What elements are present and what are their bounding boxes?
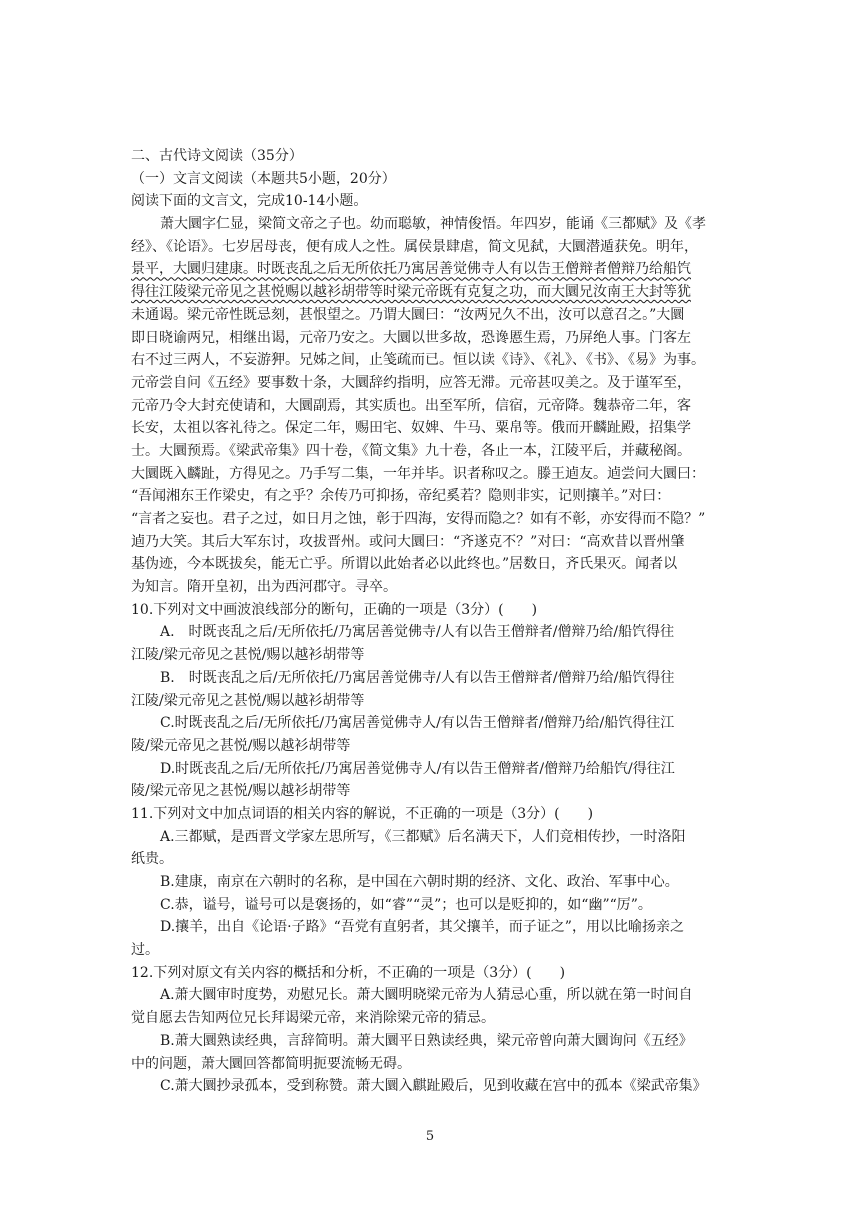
- passage-line: 右不过三两人，不妄游狎。兄姊之间，止笺疏而已。恒以读《诗》、《礼》、《书》、《易》为事。: [131, 352, 705, 369]
- passage-line: 士。大圜预焉。《梁武帝集》四十卷，《简文集》九十卷，各止一本，江陵平后，并藏秘阁。: [131, 442, 691, 459]
- option-a: A.三都赋，是西晋文学家左思所写，《三都赋》后名满天下，人们竞相传抄，一时洛阳: [160, 828, 686, 845]
- option-a-cont: 江陵/梁元帝见之甚悦/赐以越衫胡带等: [131, 647, 365, 664]
- option-b-cont: 中的问题，萧大圜回答都简明扼要流畅无碍。: [131, 1055, 411, 1072]
- passage-line-wavy: 得往江陵梁元帝见之甚悦赐以越衫胡带等时梁元帝既有克复之功，而大圜兄汝南王大封等犹: [131, 284, 691, 301]
- option-a-cont: 觉自愿去告知两位兄长拜谒梁元帝，来消除梁元帝的猜忌。: [131, 1010, 495, 1027]
- passage-line: 逌乃大笑。其后大军东讨，攻拔晋州。或问大圜曰：“齐遂克不？”对曰：“高欢昔以晋州肇: [131, 533, 685, 550]
- passage-line: 即日晓谕两兄，相继出谒，元帝乃安之。大圜以世多故，恐谗慝生焉，乃屏绝人事。门客左: [131, 329, 691, 346]
- document-body: [131, 145, 733, 1098]
- question-12: 12.下列对原文有关内容的概括和分析，不正确的一项是（3分）( ): [131, 964, 566, 981]
- passage-line: 元帝尝自问《五经》要事数十条，大圜辞约指明，应答无滞。元帝甚叹美之。及于谨军至，: [131, 374, 691, 391]
- option-c: C.时既丧乱之后/无所依托/乃寓居善觉佛寺人/有以告王僧辩者/僧辩乃给/船饩得往江: [160, 715, 675, 732]
- passage-line-wavy: 景平，大圜归建康。时既丧乱之后无所依托乃寓居善觉佛寺人有以告王僧辩者僧辩乃给船饩: [131, 261, 691, 278]
- option-b: B.建康，南京在六朝时的名称，是中国在六朝时期的经济、文化、政治、军事中心。: [160, 874, 679, 890]
- subsection-heading: （一）文言文阅读（本题共5小题，20分）: [131, 170, 396, 187]
- passage-line: 基伪迹，今本既拔矣，能无亡乎。所谓以此始者必以此终也。”居数日，齐氏果灭。闻者以: [131, 556, 678, 573]
- option-a-cont: 纸贵。: [131, 851, 173, 868]
- passage-line: 为知言。隋开皇初，出为西河郡守。寻卒。: [131, 579, 397, 596]
- option-a: A.萧大圜审时度势，劝慰兄长。萧大圜明晓梁元帝为人猜忌心重，所以就在第一时间自: [160, 987, 693, 1004]
- instruction-text: 阅读下面的文言文，完成10-14小题。: [131, 193, 368, 210]
- passage-line: 长安，太祖以客礼待之。保定二年，赐田宅、奴婢、牛马、粟帛等。俄而开麟趾殿，招集学: [131, 420, 691, 437]
- option-d-cont: 陵/梁元帝见之甚悦/赐以越衫胡带等: [131, 783, 351, 800]
- option-b: B.萧大圜熟读经典，言辞简明。萧大圜平日熟读经典，梁元帝曾向萧大圜询问《五经》: [160, 1032, 693, 1049]
- option-d: D.时既丧乱之后/无所依托/乃寓居善觉佛寺人/有以告王僧辩者/僧辩乃给船饩/得往江: [160, 760, 675, 777]
- option-c: C.萧大圜抄录孤本，受到称赞。萧大圜入麒趾殿后，见到收藏在宫中的孤本《梁武帝集》: [160, 1078, 707, 1095]
- passage-line: “言者之妄也。君子之过，如日月之蚀，彰于四海，安得而隐之？如有不彰，亦安得而不隐？”: [131, 511, 706, 527]
- section-heading: 二、古代诗文阅读（35分）: [131, 148, 303, 164]
- option-b: B. 时既丧乱之后/无所依托/乃寓居善觉佛寺/人有以告王僧辩者/僧辩乃给/船饩得往: [160, 669, 675, 686]
- passage-line: 大圜既入麟趾，方得见之。乃手写二集，一年并毕。识者称叹之。滕王逌友。逌尝问大圜曰：: [131, 465, 705, 482]
- passage-line: 未通谒。梁元帝性既忌刻，甚恨望之。乃谓大圜曰：“汝两兄久不出，汝可以意召之。”大圜: [131, 306, 685, 323]
- passage-line: 经》、《论语》。七岁居母丧，便有成人之性。属侯景肆虐，简文见弑，大圜潜遁获免。明年，: [131, 238, 698, 255]
- passage-line: 萧大圜字仁显，梁简文帝之子也。幼而聪敏，神情俊悟。年四岁，能诵《三都赋》及《孝: [160, 216, 706, 233]
- option-c-cont: 陵/梁元帝见之甚悦/赐以越衫胡带等: [131, 737, 351, 754]
- passage-line: “吾闻湘东王作梁史，有之乎？余传乃可抑扬，帝纪奚若？隐则非实，记则攘羊。”对曰：: [131, 488, 671, 505]
- question-10: 10.下列对文中画波浪线部分的断句，正确的一项是（3分）( ): [131, 601, 538, 618]
- question-11: 11.下列对文中加点词语的相关内容的解说，不正确的一项是（3分）( ): [131, 805, 594, 822]
- page-number: 5: [425, 1129, 435, 1144]
- option-d: D.攘羊，出自《论语·子路》“吾党有直躬者，其父攘羊，而子证之”，用以比喻扬亲之: [160, 919, 684, 936]
- option-b-cont: 江陵/梁元帝见之甚悦/赐以越衫胡带等: [131, 692, 365, 709]
- option-a: A. 时既丧乱之后/无所依托/乃寓居善觉佛寺/人有以告王僧辩者/僧辩乃给/船饩得往: [160, 624, 675, 641]
- passage-line-underlined: 元帝乃令大封充使请和，大圜副焉，其实质也。出至军所，信宿，元帝降。魏恭帝二年，客: [131, 397, 691, 414]
- option-c: C.恭，谥号，谥号可以是褒扬的，如“睿”“灵”；也可以是贬抑的，如“幽”“厉”。: [160, 896, 652, 913]
- option-d-cont: 过。: [131, 942, 159, 959]
